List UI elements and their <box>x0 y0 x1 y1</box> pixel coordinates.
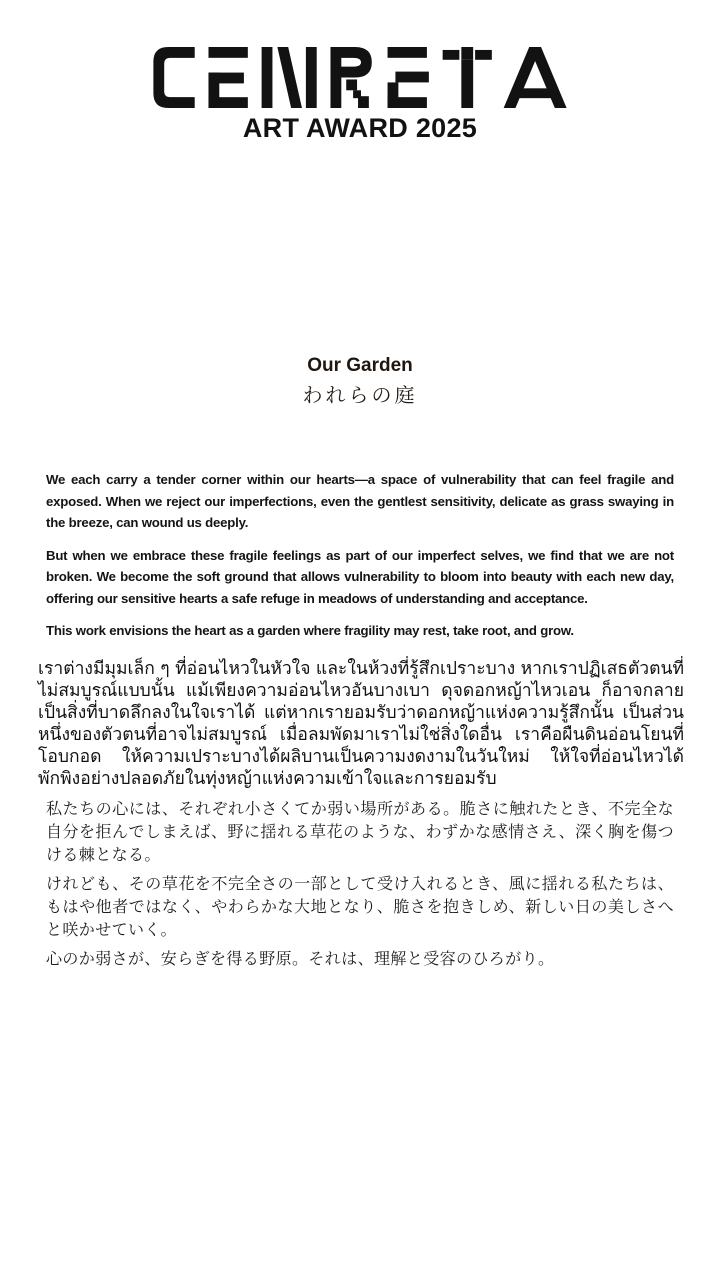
artwork-title-block <box>0 354 720 410</box>
statement-paragraph-ja-1: 私たちの心には、それぞれ小さくてか弱い場所がある。脆さに触れたとき、不完全な自分を拒んでしまえば、野に揺れる草花のような、わずかな感情さえ、深く胸を傷つける棘となる。 <box>46 800 674 864</box>
brand-header <box>0 47 720 144</box>
artist-statement <box>38 469 684 971</box>
cenreta-logo-icon <box>153 47 567 108</box>
statement-paragraph-th-1: เราต่างมีมุมเล็ก ๆ ที่อ่อนไหวในหัวใจ และในห้วงที่รู้สึกเปราะบาง หากเราปฏิเสธตัวตนที่ไม่สมบูรณ์แบบนั้น แม้เพียงความอ่อนไหวอันบางเบา ดุจดอกหญ้าไหวเอน ก็อาจกลายเป็นสิ่งที่บาดลึกลงในใจเราได้ แต่หากเรายอมรับว่าดอกหญ้าแห่งความรู้สึกนั้น เป็นส่วนหนึ่งของตัวตนที่อาจไม่สมบูรณ์ เมื่อลมพัดมาเราไม่ใช่สิ่งใดอื่น เราคือผืนดินอ่อนโยนที่โอบกอด ให้ความเปราะบางได้ผลิบานเป็นความงดงามในวันใหม่ ให้ใจที่อ่อนไหวได้พักพิงอย่างปลอดภัยในทุ่งหญ้าแห่งความเข้าใจและการยอมรับ <box>38 657 684 788</box>
statement-paragraph-ja-3: 心のか弱さが、安らぎを得る野原。それは、理解と受容のひろがり。 <box>46 950 555 968</box>
statement-paragraph-en-1: We each carry a tender corner within our hearts—a space of vulnerability that can feel fragile and exposed. When we reject our imperfections, even the gentlest sensitivity, delicate as grass swaying in the breeze, can wound us deeply. <box>46 472 674 530</box>
award-subtitle: ART AWARD 2025 <box>242 113 478 143</box>
artwork-title-en: Our Garden <box>307 355 413 376</box>
statement-paragraph-en-2: But when we embrace these fragile feelings as part of our imperfect selves, we find that we are not broken. We become the soft ground that allows vulnerability to bloom into beauty with each new day, offering our sensitive hearts a safe refuge in meadows of understanding and acceptance. <box>46 547 674 606</box>
statement-paragraph-en-3: This work envisions the heart as a garden where fragility may rest, take root, and grow. <box>46 623 574 638</box>
statement-paragraph-ja-2: けれども、その草花を不完全さの一部として受け入れるとき、風に揺れる私たちは、もはや他者ではなく、やわらかな大地となり、脆さを抱きしめ、新しい日の美しさへと咲かせていく。 <box>46 875 674 939</box>
artwork-title-ja: われらの庭 <box>302 385 418 407</box>
